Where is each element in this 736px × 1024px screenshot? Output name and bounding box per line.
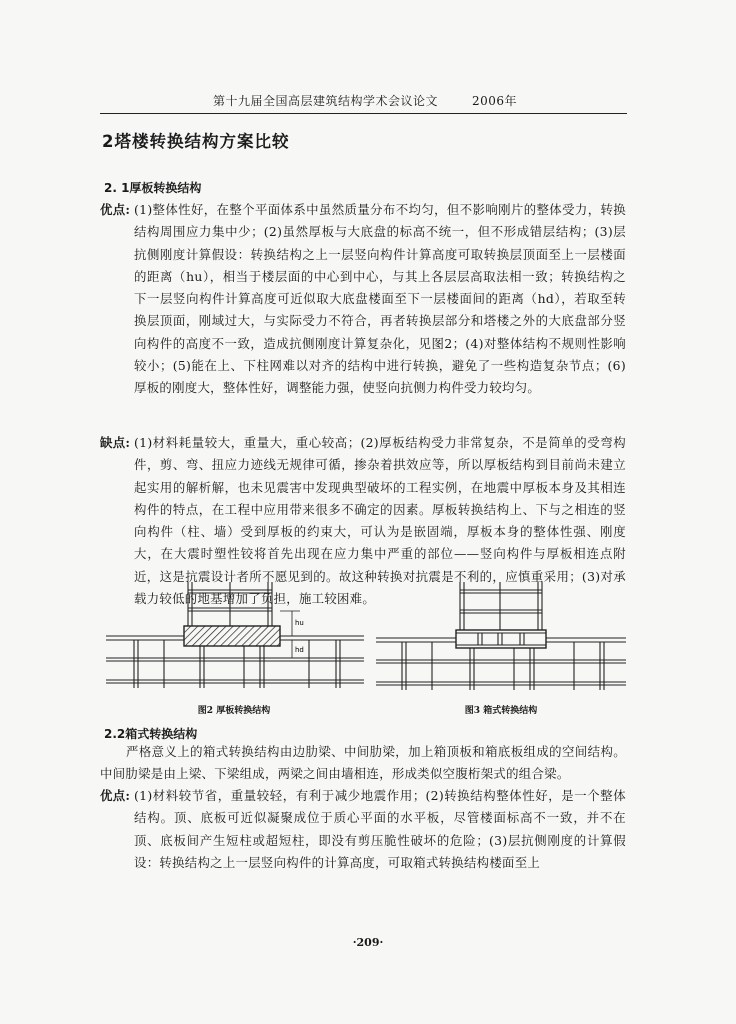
disadvantages-text: (1)材料耗量较大，重量大，重心较高；(2)厚板结构受力非常复杂，不是简单的受弯构件，剪、弯、扭应力迹线无规律可循，掺杂着拱效应等，所以厚板结构到目前尚未建立起实用的解析解，也未见震害中发现典型破坏的工程实例，在地震中厚板本身及其相连构件的特点，在工程中应用带来很多不确定的因素。厚板转换结构上、下与之相连的竖向构件（柱、墙）受到厚板的约束大，可认为是嵌固端，厚板本身的整体性强、刚度大，在大震时塑性铰将首先出现在应力集中严重的部位——竖向构件与厚板相连点附近，这是抗震设计者所不愿见到的。故这种转换对抗震是不利的，应慎重采用；(3)对承载力较低的地基增加了负担，施工较困难。 [134,435,626,607]
advantages-thick-slab [100,199,626,400]
header-year: 2006年 [471,94,518,108]
page-number: ·209· [352,936,384,949]
section-title: 2塔楼转换结构方案比较 [102,132,290,151]
advantages-text: (1)整体性好，在整个平面体系中虽然质量分布不均匀，但不影响刚片的整体受力，转换结构周围应力集中少；(2)虽然厚板与大底盘的标高不统一，但不形成错层结构；(3)层抗侧刚度计算假设：转换结构之上一层竖向构件计算高度可取转换层顶面至上一层楼面的距离（hu），相当于楼层面的中心到中心，与其上各层层高取法相一致；转换结构之下一层竖向构件计算高度可近似取大底盘楼面至下一层楼面间的距离（hd），若取至转换层顶面，刚域过大，与实际受力不符合，再者转换层部分和塔楼之外的大底盘部分竖向构件的高度不一致，造成抗侧刚度计算复杂化，见图2；(4)对整体结构不规则性影响较小；(5)能在上、下柱网难以对齐的结构中进行转换，避免了一些构造复杂节点；(6)厚板的刚度大，整体性好，调整能力强，使竖向抗侧力构件受力较均匀。 [134,202,626,396]
subsection-title-box: 2.2箱式转换结构 [104,727,198,741]
disadvantages-label: 缺点: [100,435,131,450]
advantages-box [100,785,626,874]
box-transfer-intro: 严格意义上的箱式转换结构由边肋梁、中间肋梁，加上箱顶板和箱底板组成的空间结构。中间肋梁是由上梁、下梁组成，两梁之间由墙相连，形成类似空腹桁架式的组合梁。 [100,744,626,782]
advantages-label: 优点: [100,202,131,217]
header-title: 第十九届全国高层建筑结构学术会议论文 [212,94,438,108]
advantages-text: (1)材料较节省，重量较轻，有利于减少地震作用；(2)转换结构整体性好，是一个整体结构。顶、底板可近似凝聚成位于质心平面的水平板，尽管楼面标高不一致，并不在顶、底板间产生短柱或超短柱，即没有剪压脆性破坏的危险；(3)层抗侧刚度的计算假设：转换结构之上一层竖向构件的计算高度，可取箱式转换结构楼面至上 [134,788,626,870]
running-header [105,92,625,109]
label-hu: hu [295,619,304,627]
figure-box-transfer [374,578,628,696]
subsection-title-thick-slab: 2. 1厚板转换结构 [104,181,202,195]
figure-thick-slab-transfer [104,578,366,696]
label-hd: hd [295,646,304,654]
figure2-caption: 图2 厚板转换结构 [197,706,271,716]
header-rule [100,113,627,114]
advantages-label: 优点: [100,788,131,803]
figure3-caption: 图3 箱式转换结构 [464,706,538,716]
